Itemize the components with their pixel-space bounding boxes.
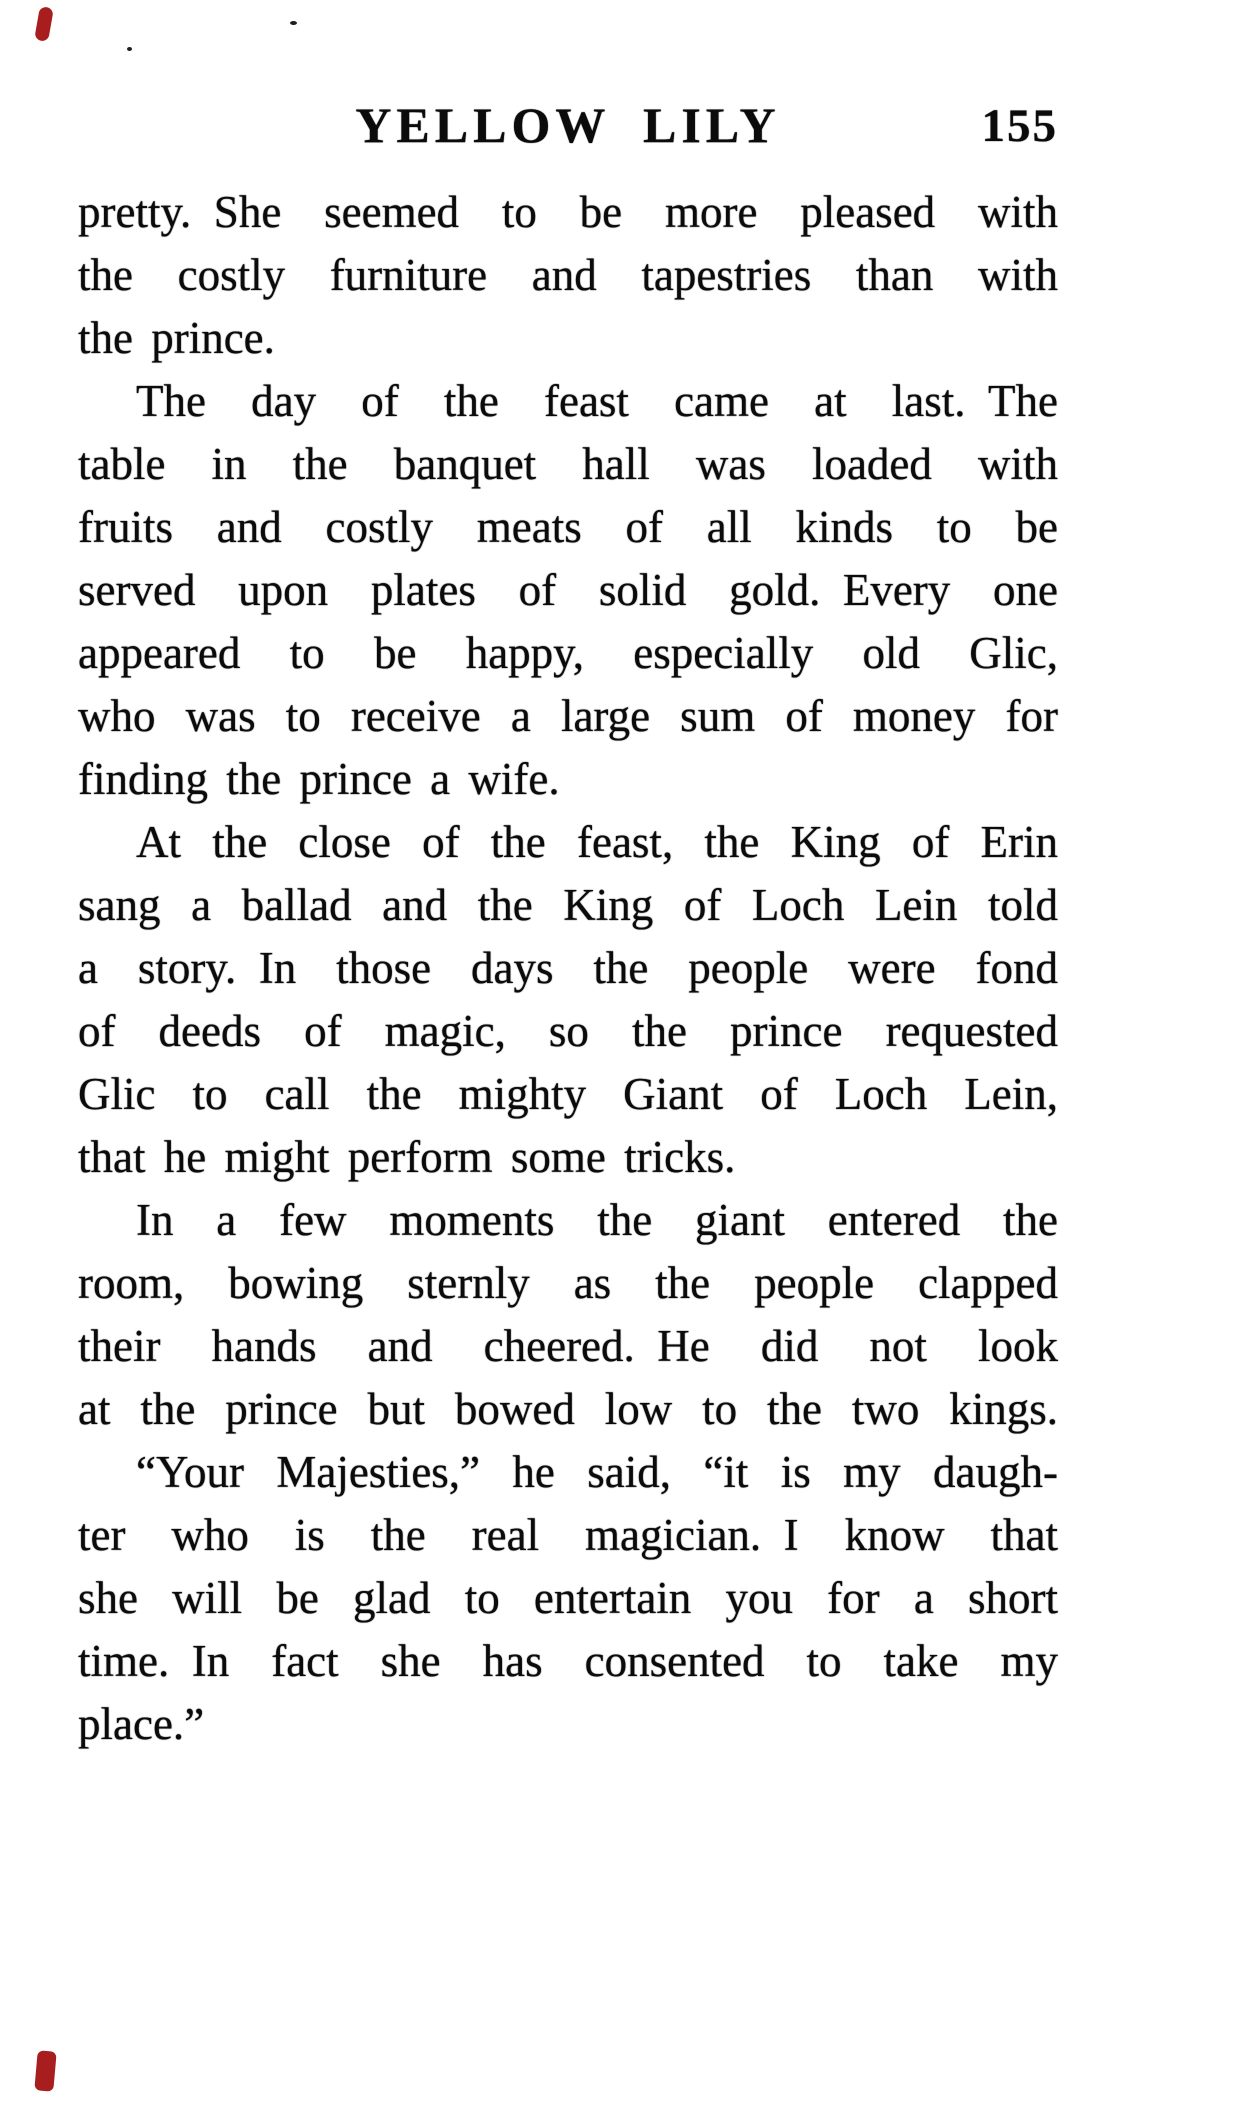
text-line: The day of the feast came at last. The (136, 376, 1058, 426)
text-line: finding the prince a wife. (78, 754, 560, 804)
text-line: room, bowing sternly as the people clapped (78, 1258, 1058, 1308)
body-text (78, 181, 1058, 1756)
text-line: at the prince but bowed low to the two kings. (78, 1384, 1058, 1434)
text-line: the prince. (78, 313, 275, 363)
text-line: pretty. She seemed to be more pleased with (78, 187, 1058, 237)
text-line: she will be glad to entertain you for a short (78, 1573, 1058, 1623)
chapter-title: YELLOW LILY (355, 97, 781, 153)
page-header (78, 96, 1058, 154)
text-line: served upon plates of solid gold. Every one (78, 565, 1058, 615)
text-line: their hands and cheered. He did not look (78, 1321, 1058, 1371)
page-content (78, 0, 1058, 1756)
text-line: sang a ballad and the King of Loch Lein told (78, 880, 1058, 930)
page-number: 155 (981, 100, 1058, 152)
text-line: ter who is the real magician. I know that (78, 1510, 1058, 1560)
red-pen-mark-top (34, 6, 54, 42)
text-line: who was to receive a large sum of money for (78, 691, 1058, 741)
text-line: that he might perform some tricks. (78, 1132, 736, 1182)
red-pen-mark-bottom (34, 2050, 56, 2092)
text-line: Glic to call the mighty Giant of Loch Lein, (78, 1069, 1058, 1119)
text-line: the costly furniture and tapestries than with (78, 250, 1058, 300)
text-line: table in the banquet hall was loaded with (78, 439, 1058, 489)
text-line: “Your Majesties,” he said, “it is my daugh- (136, 1447, 1058, 1497)
text-line: place.” (78, 1699, 205, 1749)
text-line: appeared to be happy, especially old Glic, (78, 628, 1058, 678)
text-line: fruits and costly meats of all kinds to be (78, 502, 1058, 552)
text-line: In a few moments the giant entered the (136, 1195, 1058, 1245)
text-line: of deeds of magic, so the prince requested (78, 1006, 1058, 1056)
text-line: At the close of the feast, the King of Erin (136, 817, 1058, 867)
text-line: time. In fact she has consented to take my (78, 1636, 1058, 1686)
text-line: a story. In those days the people were fond (78, 943, 1058, 993)
